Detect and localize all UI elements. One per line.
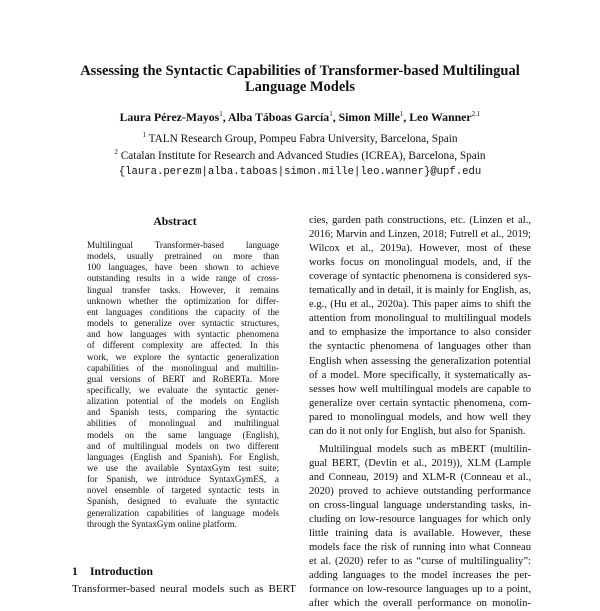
abstract-line: outstanding results in a wide range of cross- (87, 273, 279, 284)
section-heading (72, 565, 153, 578)
abstract-line: for Spanish, we introduce SyntaxGymES, a (87, 474, 279, 485)
right-column-line: attention from monolingual to multilingual models (309, 313, 531, 325)
abstract-line: Multilingual Transformer-based language (87, 240, 279, 250)
right-column-line: coverage of syntactic phenomena is considered sys- (309, 271, 531, 283)
right-column-line: English when assessing the generalization potential (309, 355, 531, 367)
abstract-line: models on the same language (English), (87, 429, 279, 440)
abstract-line: of different complexity are affected. In this (87, 340, 279, 351)
right-column-line: cluding on low-resource languages for which only (309, 514, 531, 526)
abstract-line: abilities of monolingual and multilingual (87, 418, 279, 429)
abstract-line: through the SyntaxGym online platform. (87, 518, 237, 529)
abstract-line: 100 languages, have been shown to achieve (87, 262, 279, 273)
author-name: Alba Táboas García (228, 110, 330, 124)
right-column-line: and Conneau, 2019) and XLM-R (Conneau et al., (309, 471, 531, 483)
right-column-line: adding languages to the model increases the per- (309, 570, 531, 582)
right-column-line: pared to monolingual models, and how well they (309, 411, 531, 423)
abstract-line: Spanish, designed to evaluate the syntactic (87, 496, 279, 507)
abstract-line: and how languages with syntactic phenomena (87, 329, 279, 340)
author-affiliation-mark: 1 (329, 110, 333, 119)
right-column-line: works focus on monolingual models, and, if the (309, 257, 531, 269)
abstract-line: capabilities of the monolingual and multilin- (87, 362, 279, 373)
section-title: Introduction (90, 565, 153, 578)
paper-title-line: Language Models (245, 79, 355, 95)
abstract-line: work, we explore the syntactic generalization (87, 351, 279, 362)
right-column-line: gual BERT, (Devlin et al., 2019)), XLM (Lample (309, 457, 531, 469)
paper-title-line: Assessing the Syntactic Capabilities of Transformer-based Multilingual (80, 63, 520, 79)
right-column-line: et al. (2020) refer to as “curse of multilinguality”: (309, 556, 531, 568)
affiliation (40, 148, 560, 162)
right-column-line: e.g., (Hu et al., 2020a). This paper aims to shift the (309, 299, 531, 311)
abstract-line: generalization capabilities of language models (87, 507, 279, 518)
right-column-line: 2020) proved to achieve outstanding performance (309, 485, 531, 497)
abstract-line: ent languages conditions the capacity of the (87, 306, 279, 317)
abstract-line: models, usually pretrained on more than (87, 251, 279, 262)
abstract-line: we use the available SyntaxGym test suite; (87, 463, 279, 473)
right-column-line: Wilcox et al., 2019a). However, most of these (309, 243, 531, 255)
right-column-line: the syntactic phenomena of languages other than (309, 341, 531, 353)
right-column-line: on cross-lingual language understanding tasks, in- (309, 500, 531, 511)
author-affiliation-mark: 2,1 (471, 110, 481, 119)
abstract-line: and Spanish tests, comparing the syntactic (87, 407, 279, 418)
right-column-line: sesses how well multilingual models are capable to (309, 383, 531, 395)
author-name: Leo Wanner (409, 110, 472, 124)
abstract-line: and of multilingual models on two different (87, 440, 279, 451)
right-column-line: and to emphasize the importance to also consider (309, 327, 531, 339)
affiliation-mark: 1 (142, 131, 146, 139)
right-column-line: of a model. More specifically, it systematically as- (309, 369, 531, 381)
abstract-line: alization potential of the models on English (87, 396, 279, 407)
abstract-line: lingual transfer tasks. However, it remains (87, 284, 279, 295)
section-number: 1 (72, 565, 78, 578)
author-emails: {laura.perezm|alba.taboas|simon.mille|leo.wanner}@upf.edu (118, 166, 482, 178)
abstract-line: models to generalize over syntactic structures, (87, 318, 279, 329)
abstract-line: languages (English and Spanish). For English, (87, 451, 279, 462)
abstract-heading: Abstract (153, 215, 197, 228)
author-affiliation-mark: 1 (399, 110, 404, 119)
affiliation-text: TALN Research Group, Pompeu Fabra University, Barcelona, Spain (148, 132, 458, 145)
abstract-line: novel ensemble of targeted syntactic tests in (87, 485, 279, 496)
abstract-line: gual versions of BERT and RoBERTa. More (87, 373, 279, 384)
abstract-line: specifically, we evaluate the syntactic gener- (87, 384, 279, 395)
right-column-line: can do it not only for English, but also for Spanish. (309, 425, 526, 437)
right-column-line: formance on low-resource languages up to a point, (309, 584, 531, 596)
right-column-line: generalize over certain syntactic phenomena, com- (309, 397, 531, 409)
right-column-line: tematically and in detail, it is mainly for English, as, (309, 285, 531, 297)
right-column-line: Multilingual models such as mBERT (multilin- (319, 443, 531, 455)
author-affiliation-mark: 1 (219, 110, 223, 119)
author-list: Laura Pérez-Mayos$^1$, Alba Táboas García$^1$, Simon Mille$^1$, Leo Wanner$^{2,1}$ (119, 110, 481, 124)
right-column-line: little training data is available. However, these (309, 528, 531, 540)
right-column-line: cies, garden path constructions, etc. (Linzen et al., (309, 215, 531, 226)
abstract-line: unknown whether the optimization for differ- (87, 295, 279, 306)
author-name: Simon Mille (338, 110, 400, 124)
right-column-line: 2016; Marvin and Linzen, 2018; Futrell et al., 2019; (309, 229, 531, 241)
intro-paragraph-line: Transformer-based neural models such as BERT (72, 583, 296, 595)
affiliation (40, 131, 560, 145)
affiliation-mark: 2 (114, 148, 118, 156)
right-column-line: after which the overall performance on monolin- (309, 598, 531, 610)
author-name: Laura Pérez-Mayos (119, 110, 220, 124)
affiliation-text: Catalan Institute for Research and Advanced Studies (ICREA), Barcelona, Spain (120, 149, 486, 162)
right-column-line: models face the risk of running into what Conneau (309, 542, 531, 554)
